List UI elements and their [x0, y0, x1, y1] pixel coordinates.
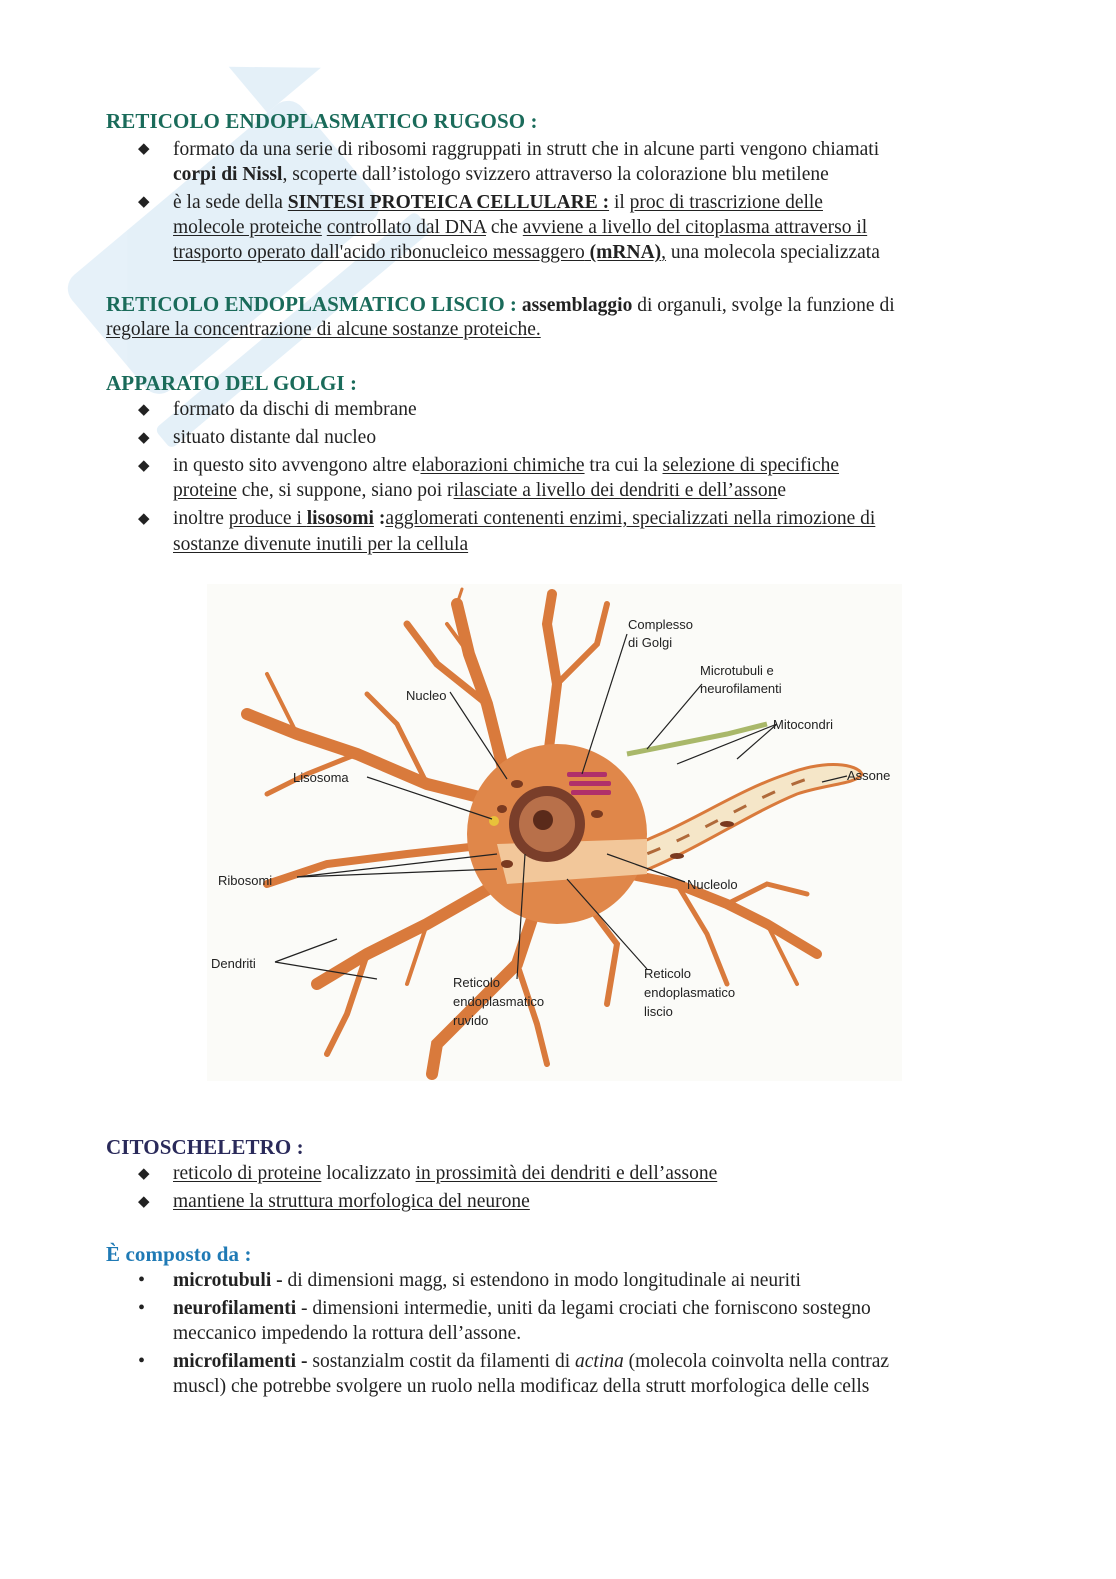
golgi-b4-l2-u: sostanze divenute inutili per la cellula — [173, 534, 469, 555]
label-assone: Assone — [847, 768, 891, 783]
diamond-bullet-icon: ◆ — [138, 194, 150, 210]
actina-term: actina — [575, 1351, 624, 1372]
rel-line2-text: regolare la concentrazione di alcune sostanze proteiche. — [106, 319, 541, 340]
heading-rer-rugoso: RETICOLO ENDOPLASMATICO RUGOSO : — [106, 109, 538, 133]
comp-b3-line2: muscl) che potrebbe svolgere un ruolo nella modificaz della strutt morfologica delle cells — [173, 1376, 870, 1397]
golgi-b3-pre: in questo sito avvengono altre e — [173, 455, 421, 476]
diamond-bullet-icon: ◆ — [138, 458, 150, 474]
assemblaggio-term: assemblaggio — [516, 295, 633, 316]
label-mitocondri: Mitocondri — [773, 717, 833, 732]
rer-b2-line3 — [173, 243, 880, 263]
rel-paragraph-line2 — [106, 320, 541, 340]
round-bullet-icon: • — [138, 1269, 146, 1291]
heading-composto: È composto da : — [106, 1242, 252, 1266]
comp-b2-line2: meccanico impedendo la rottura dell’assone. — [173, 1323, 522, 1344]
label-lisosoma: Lisosoma — [293, 770, 349, 785]
rer-b2-l3-u: trasporto operato dall'acido ribonucleico messaggero — [173, 242, 585, 263]
rer-b2-mid: il — [609, 192, 630, 213]
golgi-b4-u2: agglomerati contenenti enzimi, specializzati nella rimozione di — [385, 508, 876, 529]
rer-b2-l3-rest: una molecola specializzata — [666, 242, 880, 263]
label-micro-1: Microtubuli e — [700, 663, 774, 678]
rel-paragraph-line1 — [106, 294, 895, 316]
golgi-b3-l2-u2: ilasciate a livello dei dendriti e dell’asson — [453, 480, 778, 501]
rer-b2-l2-u3: avviene a livello del citoplasma attraverso il — [522, 217, 868, 238]
diamond-bullet-icon: ◆ — [138, 141, 150, 157]
golgi-b3-u2: selezione di specifiche — [662, 455, 840, 476]
label-rer-2: endoplasmatico — [453, 994, 545, 1009]
rer-b1-line2 — [173, 165, 829, 185]
cito-b1 — [173, 1164, 717, 1184]
sintesi-term: SINTESI PROTEICA CELLULARE : — [287, 192, 610, 213]
comp-b3-rest: sostanzialm costit da filamenti di — [307, 1351, 576, 1372]
golgi-b3-l2-mid: che, si suppone, siano poi r — [236, 480, 454, 501]
golgi-b3-l2-end: e — [777, 480, 786, 501]
label-nucleolo: Nucleolo — [687, 877, 738, 892]
label-ser-2: endoplasmatico — [644, 985, 736, 1000]
rer-b2-pre: è la sede della — [173, 192, 288, 213]
cito-b2-u: mantiene la struttura morfologica del neurone — [173, 1191, 530, 1212]
golgi-b2: situato distante dal nucleo — [173, 427, 377, 448]
diamond-bullet-icon: ◆ — [138, 430, 150, 446]
golgi-b4-line2 — [173, 535, 468, 555]
round-bullet-icon: • — [138, 1350, 146, 1372]
rer-b1-line2-rest: , scoperte dall’istologo svizzero attraverso la colorazione blu metilene — [282, 164, 829, 185]
lisosomi-term: lisosomi — [306, 508, 374, 529]
golgi-b4-pre: inoltre — [173, 508, 229, 529]
comp-b3-rest2: (molecola coinvolta nella contraz — [623, 1351, 890, 1372]
label-dendriti: Dendriti — [211, 956, 256, 971]
rer-b2-line1 — [173, 193, 823, 213]
comp-b3-line1 — [173, 1352, 889, 1372]
cito-b1-u1: reticolo di proteine — [173, 1163, 322, 1184]
golgi-b3-line2 — [173, 481, 786, 501]
diamond-bullet-icon: ◆ — [138, 1166, 150, 1182]
rer-b2-line2 — [173, 218, 867, 238]
label-ser-3: liscio — [644, 1004, 673, 1019]
microfilamenti-term: microfilamenti - — [173, 1351, 308, 1372]
golgi-b3-mid: tra cui la — [584, 455, 663, 476]
round-bullet-icon: • — [138, 1297, 146, 1319]
microtubuli-term: microtubuli - — [173, 1270, 283, 1291]
label-ribosomi: Ribosomi — [218, 873, 273, 888]
neurofilamenti-term: neurofilamenti — [173, 1298, 297, 1319]
heading-golgi: APPARATO DEL GOLGI : — [106, 371, 358, 395]
cito-b1-u2: in prossimità dei dendriti e dell’assone — [415, 1163, 718, 1184]
golgi-b3-line1 — [173, 456, 839, 476]
label-nucleo: Nucleo — [406, 688, 447, 703]
golgi-b3-u1: laborazioni chimiche — [420, 455, 585, 476]
rel-rest: di organuli, svolge la funzione di — [632, 295, 895, 316]
rer-b2-u1: proc di trascrizione delle — [629, 192, 823, 213]
rer-b1-line1: formato da una serie di ribosomi raggruppati in strutt che in alcune parti vengono chiamati — [173, 139, 880, 160]
rer-b2-l2-u2: controllato dal DNA — [326, 217, 486, 238]
rer-b2-l2-mid: che — [485, 217, 523, 238]
mrna-term: (mRNA) — [584, 242, 662, 263]
diamond-bullet-icon: ◆ — [138, 1194, 150, 1210]
golgi-b1: formato da dischi di membrane — [173, 399, 417, 420]
label-rer-3: ruvido — [453, 1013, 489, 1028]
neuron-diagram — [207, 584, 902, 1081]
comp-b1-rest: di dimensioni magg, si estendono in modo longitudinale ai neuriti — [282, 1270, 801, 1291]
label-rer-1: Reticolo — [453, 975, 500, 990]
label-micro-2: neurofilamenti — [700, 681, 782, 696]
rer-b2-l3-comma: , — [661, 242, 667, 263]
nissl-term: corpi di Nissl — [173, 164, 283, 185]
heading-citoscheletro: CITOSCHELETRO : — [106, 1135, 304, 1159]
label-golgi-1: Complesso — [628, 617, 694, 632]
rer-b2-l2-u1: molecole proteiche — [173, 217, 322, 238]
golgi-b4-u1: produce i — [228, 508, 307, 529]
golgi-b3-l2-u1: proteine — [173, 480, 237, 501]
comp-b1 — [173, 1271, 801, 1291]
heading-rer-liscio: RETICOLO ENDOPLASMATICO LISCIO : — [106, 292, 517, 316]
label-golgi-2: di Golgi — [628, 635, 673, 650]
cito-b1-mid: localizzato — [321, 1163, 416, 1184]
comp-b2-line1 — [173, 1299, 871, 1319]
golgi-b4-line1 — [173, 509, 875, 529]
diamond-bullet-icon: ◆ — [138, 402, 150, 418]
comp-b2-rest: - dimensioni intermedie, uniti da legami crociati che forniscono sostegno — [296, 1298, 871, 1319]
diamond-bullet-icon: ◆ — [138, 511, 150, 527]
label-ser-1: Reticolo — [644, 966, 691, 981]
golgi-b4-colon: : — [373, 508, 386, 529]
cito-b2 — [173, 1192, 530, 1212]
